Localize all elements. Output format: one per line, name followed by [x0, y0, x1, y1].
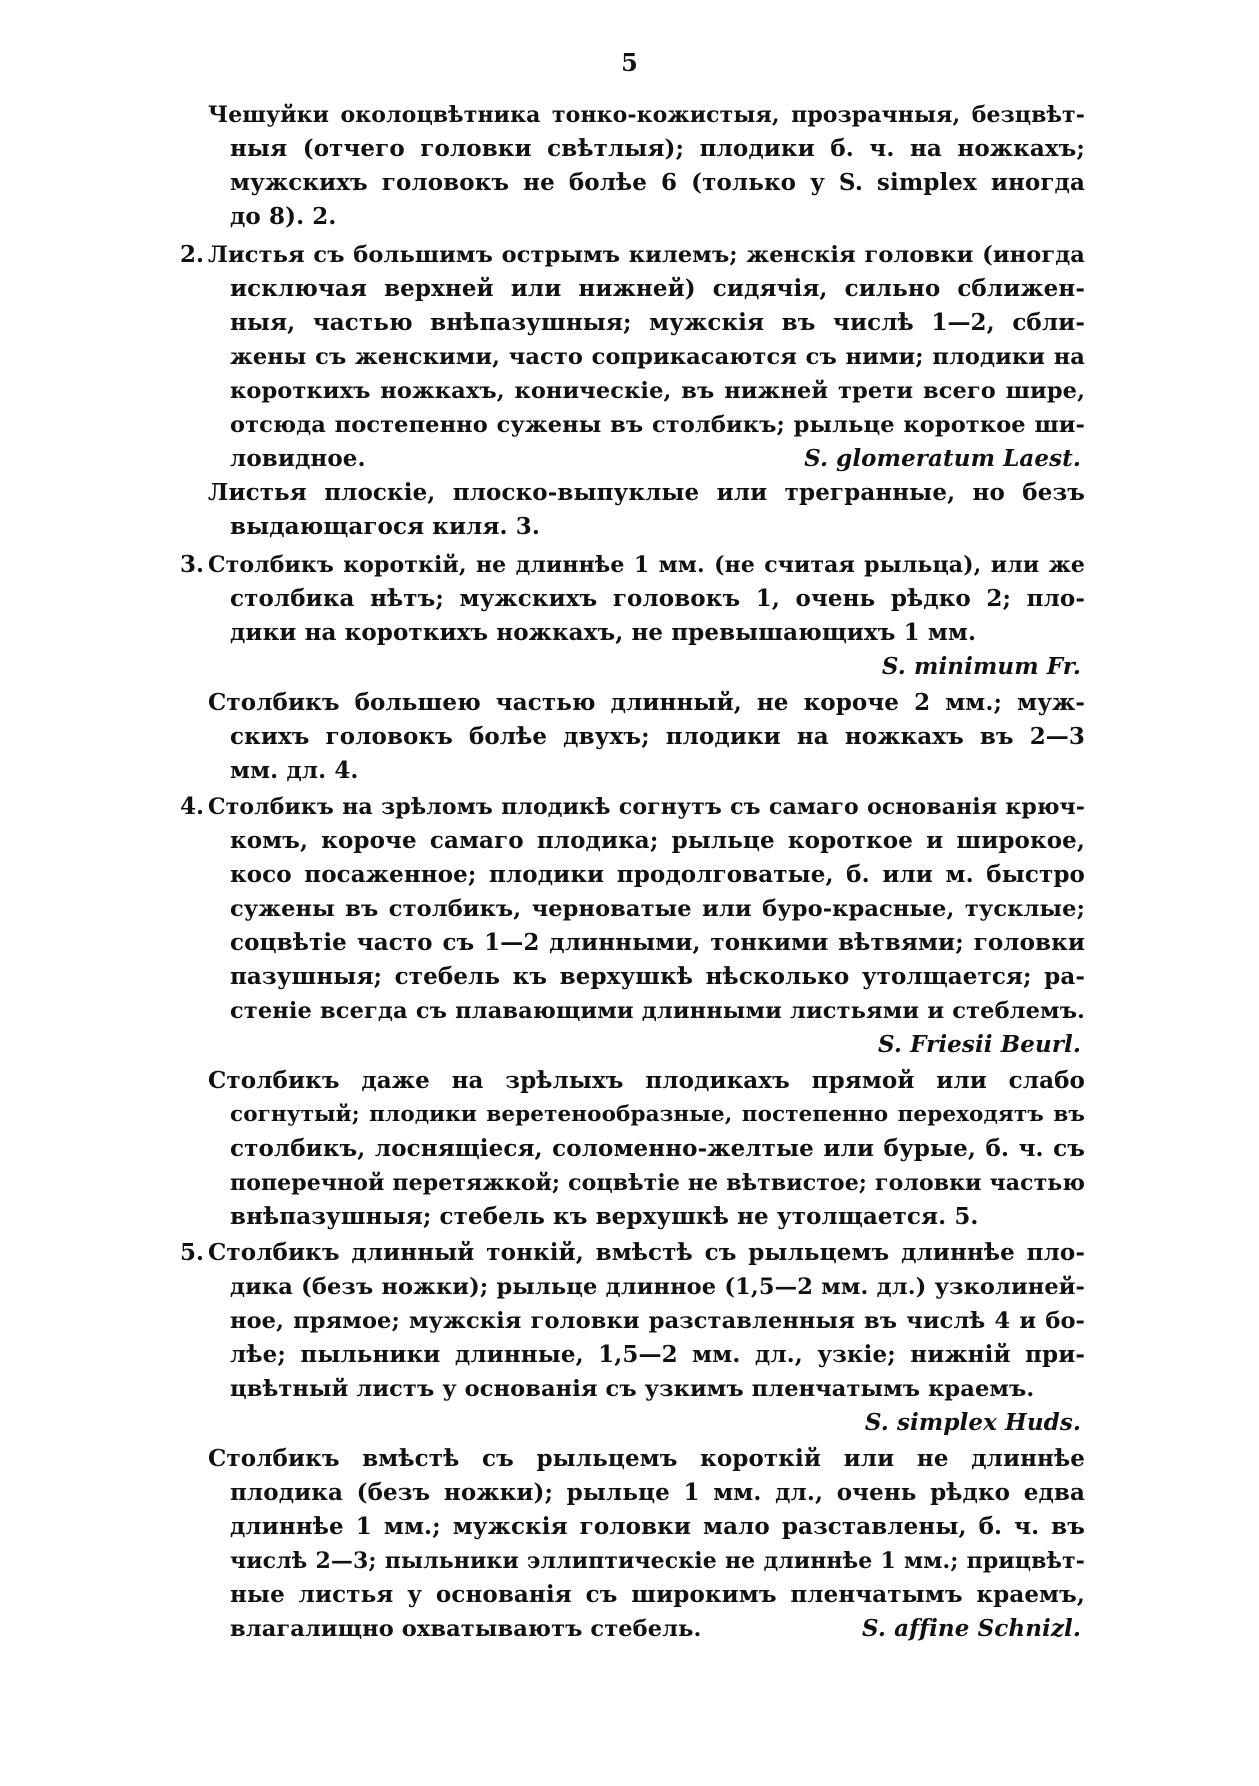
- text-line: соцвѣтіе часто съ 1—2 длинными, тонкими вѣтвями; головки: [230, 929, 1085, 956]
- text-line: цвѣтный листъ у основанія съ узкимъ пленчатымъ краемъ.: [230, 1376, 1035, 1402]
- text-line: внѣпазушныя; стебель къ верхушкѣ не утолщается. 5.: [230, 1203, 979, 1230]
- text-line: длиннѣе 1 мм.; мужскія головки мало разставлены, б. ч. въ: [230, 1513, 1085, 1540]
- text-line: скихъ головокъ болѣе двухъ; плодики на ножкахъ въ 2—3: [230, 723, 1085, 750]
- text-line: до 8). 2.: [230, 203, 337, 230]
- text-line: мужскихъ головокъ не болѣе 6 (только у S. simplex иногда: [230, 169, 1085, 196]
- text-line: столбика нѣтъ; мужскихъ головокъ 1, очень рѣдко 2; пло-: [230, 585, 1085, 612]
- couplet-number: 5.: [180, 1239, 205, 1266]
- text-line: короткихъ ножкахъ, коническіе, въ нижней трети всего шире,: [230, 378, 1085, 404]
- text-line: Столбикъ даже на зрѣлыхъ плодикахъ прямой или слабо: [208, 1067, 1085, 1094]
- text-line: Столбикъ вмѣстѣ съ рыльцемъ короткій или не длиннѣе: [208, 1445, 1085, 1472]
- text-line: влагалищно охватываютъ стебель.: [230, 1616, 702, 1642]
- text-line: лѣе; пыльники длинные, 1,5—2 мм. дл., узкіе; нижній при-: [230, 1341, 1085, 1368]
- page-number: 5: [621, 48, 638, 77]
- couplet-number: 3.: [180, 551, 205, 578]
- text-line: жены съ женскими, часто соприкасаются съ ними; плодики на: [230, 344, 1085, 370]
- species-name: S. affine Schnizl.: [862, 1615, 1081, 1642]
- text-line: выдающагося киля. 3.: [230, 513, 540, 540]
- text-line: косо посаженное; плодики продолговатые, б. или м. быстро: [230, 861, 1085, 888]
- text-line: Листья плоскіе, плоско-выпуклые или трегранные, но безъ: [208, 479, 1085, 506]
- text-line: числѣ 2—3; пыльники эллиптическіе не длиннѣе 1 мм.; прицвѣт-: [230, 1548, 1085, 1574]
- text-line: мм. дл. 4.: [230, 757, 359, 784]
- text-line: дика (безъ ножки); рыльце длинное (1,5—2 мм. дл.) узколиней-: [230, 1274, 1085, 1300]
- text-line: стеніе всегда съ плавающими длинными листьями и стеблемъ.: [230, 998, 1085, 1024]
- text-line: ныя, частью внѣпазушныя; мужскія въ числѣ 1—2, сбли-: [230, 309, 1085, 336]
- text-line: дики на короткихъ ножкахъ, не превышающихъ 1 мм.: [230, 619, 977, 646]
- text-line: плодика (безъ ножки); рыльце 1 мм. дл., очень рѣдко едва: [230, 1479, 1085, 1506]
- species-name: S. minimum Fr.: [881, 653, 1081, 680]
- text-line: сужены въ столбикъ, черноватые или буро-красные, тусклые;: [230, 896, 1085, 922]
- text-line: ловидное.: [230, 445, 366, 472]
- species-name: S. Friesii Beurl.: [877, 1031, 1081, 1058]
- couplet-number: 2.: [180, 241, 205, 268]
- species-name: S. simplex Huds.: [864, 1409, 1081, 1436]
- text-line: отсюда постепенно сужены въ столбикъ; рыльце короткое ши-: [230, 412, 1085, 438]
- text-line: Столбикъ большею частью длинный, не короче 2 мм.; муж-: [208, 689, 1085, 716]
- text-line: пазушныя; стебель къ верхушкѣ нѣсколько утолщается; ра-: [230, 963, 1085, 990]
- text-line: Столбикъ короткій, не длиннѣе 1 мм. (не считая рыльца), или же: [208, 552, 1085, 578]
- text-line: ныя (отчего головки свѣтлыя); плодики б. ч. на ножкахъ;: [230, 135, 1085, 162]
- text-line: исключая верхней или нижней) сидячія, сильно сближен-: [230, 275, 1085, 302]
- text-line: комъ, короче самаго плодика; рыльце короткое и широкое,: [230, 827, 1085, 854]
- text-line: ное, прямое; мужскія головки разставленныя въ числѣ 4 и бо-: [230, 1308, 1085, 1334]
- species-name: S. glomeratum Laest.: [804, 445, 1081, 472]
- text-line: согнутый; плодики веретенообразные, постепенно переходятъ въ: [230, 1102, 1085, 1127]
- text-line: Чешуйки околоцвѣтника тонко-кожистыя, прозрачныя, безцвѣт-: [208, 102, 1085, 128]
- text-line: столбикъ, лоснящіеся, соломенно-желтые или бурые, б. ч. съ: [230, 1135, 1085, 1162]
- text-line: Столбикъ на зрѣломъ плодикѣ согнутъ съ самаго основанія крюч-: [208, 794, 1085, 820]
- text-line: Листья съ большимъ острымъ килемъ; женскія головки (иногда: [208, 242, 1085, 268]
- couplet-number: 4.: [180, 793, 205, 820]
- text-line: поперечной перетяжкой; соцвѣтіе не вѣтвистое; головки частью: [230, 1170, 1085, 1196]
- text-line: Столбикъ длинный тонкій, вмѣстѣ съ рыльцемъ длиннѣе пло-: [208, 1239, 1085, 1266]
- text-line: ные листья у основанія съ широкимъ пленчатымъ краемъ,: [230, 1581, 1085, 1608]
